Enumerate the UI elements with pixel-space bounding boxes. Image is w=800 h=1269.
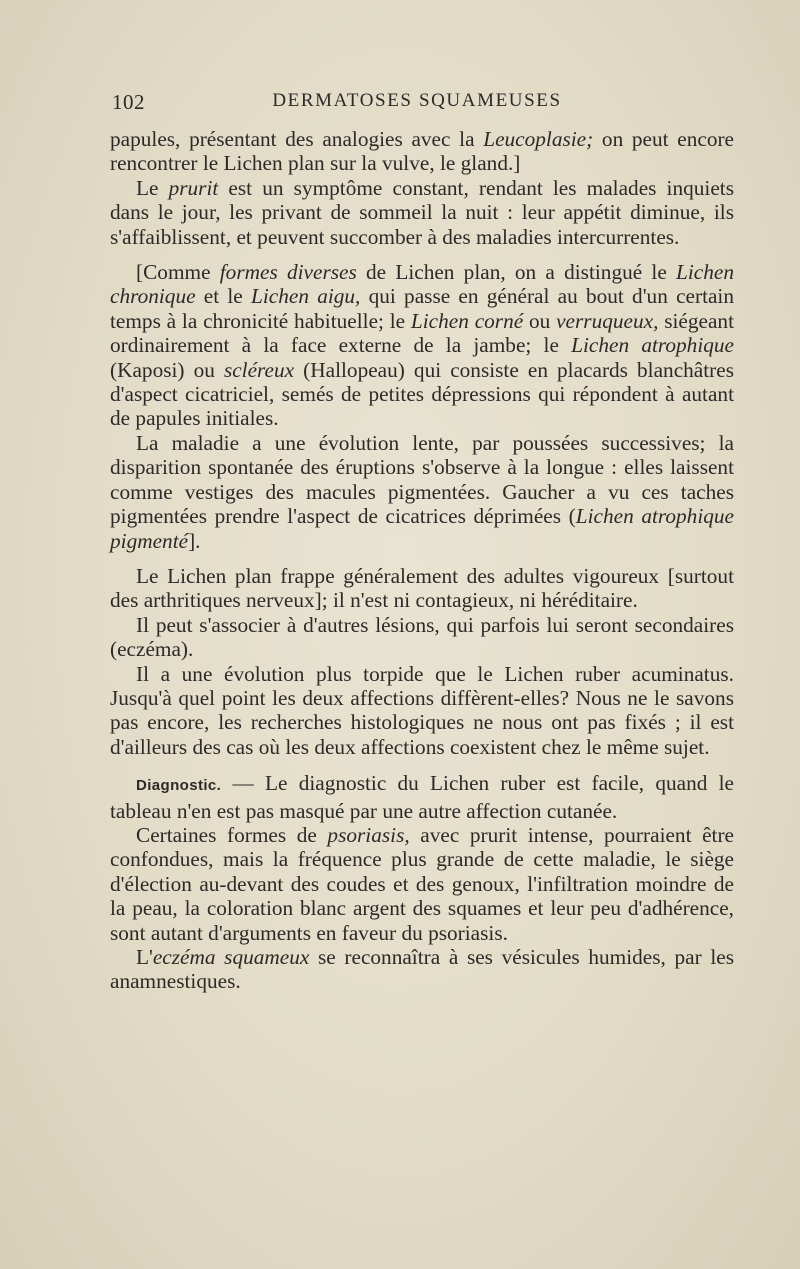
italic-term: Lichen corné bbox=[410, 308, 524, 333]
italic-term: Lichen atrophique pigmenté bbox=[110, 504, 734, 553]
text-run: (Kaposi) ou bbox=[110, 357, 224, 382]
paragraph-2 bbox=[110, 176, 734, 249]
paragraph-1 bbox=[110, 127, 734, 176]
text-run: [Comme bbox=[136, 260, 220, 285]
italic-term: scléreux bbox=[223, 357, 295, 382]
page-body bbox=[110, 127, 734, 994]
italic-term: Leucoplasie; bbox=[483, 127, 594, 151]
text-run: siégeant ordinairement à la face externe de la jambe; le bbox=[110, 308, 734, 358]
text-run: se reconnaîtra à ses vésicules humides, par les anamnestiques. bbox=[110, 945, 734, 994]
text-run: La maladie a une évolution lente, par poussées successives; la disparition spontanée des éruptions s'observe à la longue : elles laissent comme vestiges des macules pigmentées. Gaucher a vu ces taches pigmentées prendre l'aspect de cicatrices déprimées ( bbox=[110, 430, 734, 529]
paragraph-5: Le Lichen plan frappe généralement des adultes vigoureux [surtout des arthritiques nerveux]; il n'est ni contagieux, ni héréditaire. bbox=[110, 563, 734, 613]
text-run: L' bbox=[136, 945, 153, 969]
italic-term: prurit bbox=[168, 175, 219, 200]
text-run: on peut encore rencontrer le Lichen plan sur la vulve, le gland.] bbox=[110, 127, 735, 176]
text-run: de Lichen plan, on a distingué le bbox=[356, 260, 677, 285]
text-run: — Le diagnostic du Lichen ruber est facile, quand le tableau n'en est pas masqué par une autre affection cutanée. bbox=[110, 771, 734, 823]
paragraph-6: Il peut s'associer à d'autres lésions, qui parfois lui seront secondaires (eczéma). bbox=[110, 612, 734, 662]
text-run: Certaines formes de bbox=[136, 822, 328, 847]
text-run: ou bbox=[523, 308, 557, 333]
paragraph-8 bbox=[110, 771, 734, 823]
section-heading: Diagnostic. bbox=[136, 777, 222, 795]
page-number: 102 bbox=[112, 90, 145, 114]
paragraph-10 bbox=[110, 945, 734, 994]
text-run: papules, présentant des analogies avec la bbox=[110, 127, 484, 151]
page-header bbox=[112, 90, 722, 116]
italic-term: psoriasis, bbox=[327, 822, 410, 847]
text-run: ]. bbox=[188, 528, 201, 553]
italic-term: formes diverses bbox=[219, 260, 357, 285]
paragraph-3 bbox=[110, 260, 734, 431]
italic-term: Lichen aigu, bbox=[251, 284, 361, 309]
italic-term: Lichen chronique bbox=[110, 260, 734, 309]
text-run: Le bbox=[136, 175, 169, 200]
text-run: qui passe en général au bout d'un certain temps à la chronicité habituelle; le bbox=[110, 284, 734, 333]
paragraph-7: Il a une évolution plus torpide que le Lichen ruber acuminatus. Jusqu'à quel point les deux affections diffèrent-elles? Nous ne le savons pas encore, les recherches histologiques ne nous ont pas fixés ; il est d'ailleurs des cas où les deux affections coexistent chez le même sujet. bbox=[110, 661, 734, 759]
italic-term: eczéma squameux bbox=[152, 945, 310, 969]
running-title: DERMATOSES SQUAMEUSES bbox=[272, 90, 562, 111]
italic-term: Lichen atrophique bbox=[571, 333, 734, 358]
text-run: est un symptôme constant, rendant les malades inquiets dans le jour, les privant de sommeil la nuit : leur appétit diminue, ils s'affaiblissent, et peuvent succomber à des maladies intercurrentes. bbox=[110, 175, 734, 249]
text-run: et le bbox=[195, 284, 251, 309]
italic-term: verruqueux, bbox=[556, 308, 659, 333]
paragraph-9 bbox=[110, 823, 734, 945]
text-run: (Hallopeau) qui consiste en placards blanchâtres d'aspect cicatriciel, semés de petites dépressions qui répondent à autant de papules initiales. bbox=[110, 357, 734, 431]
text-run: avec prurit intense, pourraient être confondues, mais la fréquence plus grande de cette maladie, le siège d'élection au-devant des coudes et des genoux, l'infiltration moindre de la peau, la coloration blanc argent des squames et leur peu d'adhérence, sont autant d'arguments en faveur du psoriasis. bbox=[110, 822, 734, 945]
paragraph-4 bbox=[110, 431, 734, 553]
